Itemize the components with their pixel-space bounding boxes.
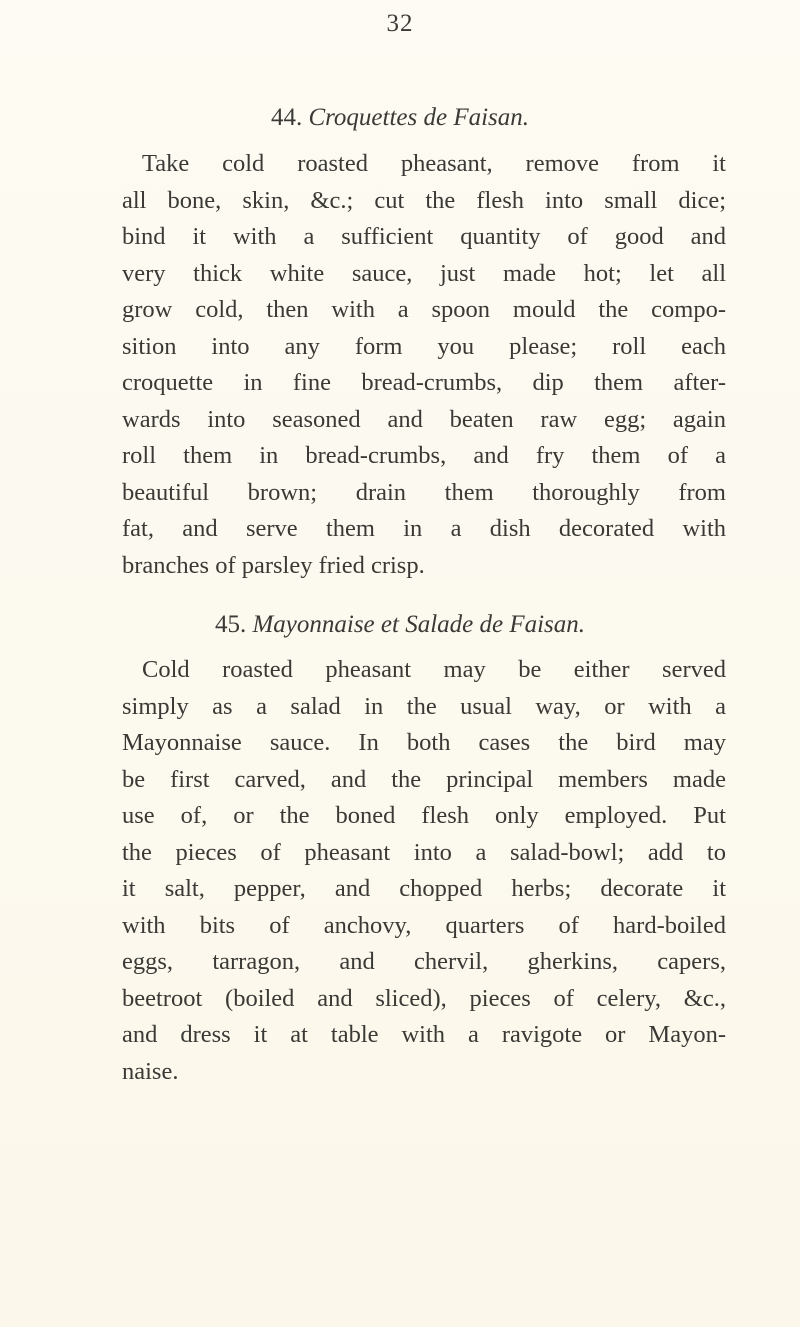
recipe-number: 44. (270, 104, 303, 131)
recipe-body-croquettes (122, 146, 726, 584)
text-line: naise. (122, 1057, 179, 1085)
text-line: it salt, pepper, and chopped herbs; decorate it (122, 875, 726, 902)
page-number: 32 (386, 10, 414, 37)
text-line: beetroot (boiled and sliced), pieces of celery, &c., (122, 984, 726, 1012)
recipe-name: Croquettes de Faisan. (308, 104, 530, 131)
text-line: branches of parsley fried crisp. (122, 551, 425, 579)
recipe-body-mayonnaise (122, 652, 726, 1090)
text-line: grow cold, then with a spoon mould the compo- (122, 296, 726, 323)
recipe-name: Mayonnaise et Salade de Faisan. (252, 611, 586, 638)
text-line: use of, or the boned flesh only employed. Put (122, 802, 726, 829)
text-line: simply as a salad in the usual way, or with a (122, 692, 726, 720)
recipe-title-croquettes (0, 104, 800, 132)
text-line: beautiful brown; drain them thoroughly from (122, 478, 726, 506)
text-line: be first carved, and the principal members made (122, 765, 726, 793)
text-line: with bits of anchovy, quarters of hard-boiled (122, 911, 726, 939)
text-line: roll them in bread-crumbs, and fry them of a (122, 442, 726, 469)
text-line: very thick white sauce, just made hot; let all (122, 259, 726, 287)
text-line: wards into seasoned and beaten raw egg; again (122, 405, 726, 433)
text-line: bind it with a sufficient quantity of good and (122, 223, 726, 250)
recipe-number: 45. (214, 611, 247, 638)
text-line: sition into any form you please; roll each (122, 332, 726, 360)
text-line: croquette in fine bread-crumbs, dip them after- (122, 369, 726, 396)
text-line: eggs, tarragon, and chervil, gherkins, capers, (122, 948, 726, 975)
text-line: and dress it at table with a ravigote or Mayon- (122, 1021, 726, 1048)
text-line: Take cold roasted pheasant, remove from it (142, 150, 726, 177)
recipe-title-mayonnaise (0, 611, 800, 639)
text-line: Mayonnaise sauce. In both cases the bird may (122, 729, 726, 756)
text-line: Cold roasted pheasant may be either served (142, 656, 726, 683)
text-line: all bone, skin, &c.; cut the flesh into small dice; (122, 186, 726, 214)
text-line: fat, and serve them in a dish decorated with (122, 515, 726, 542)
text-line: the pieces of pheasant into a salad-bowl; add to (122, 838, 726, 866)
